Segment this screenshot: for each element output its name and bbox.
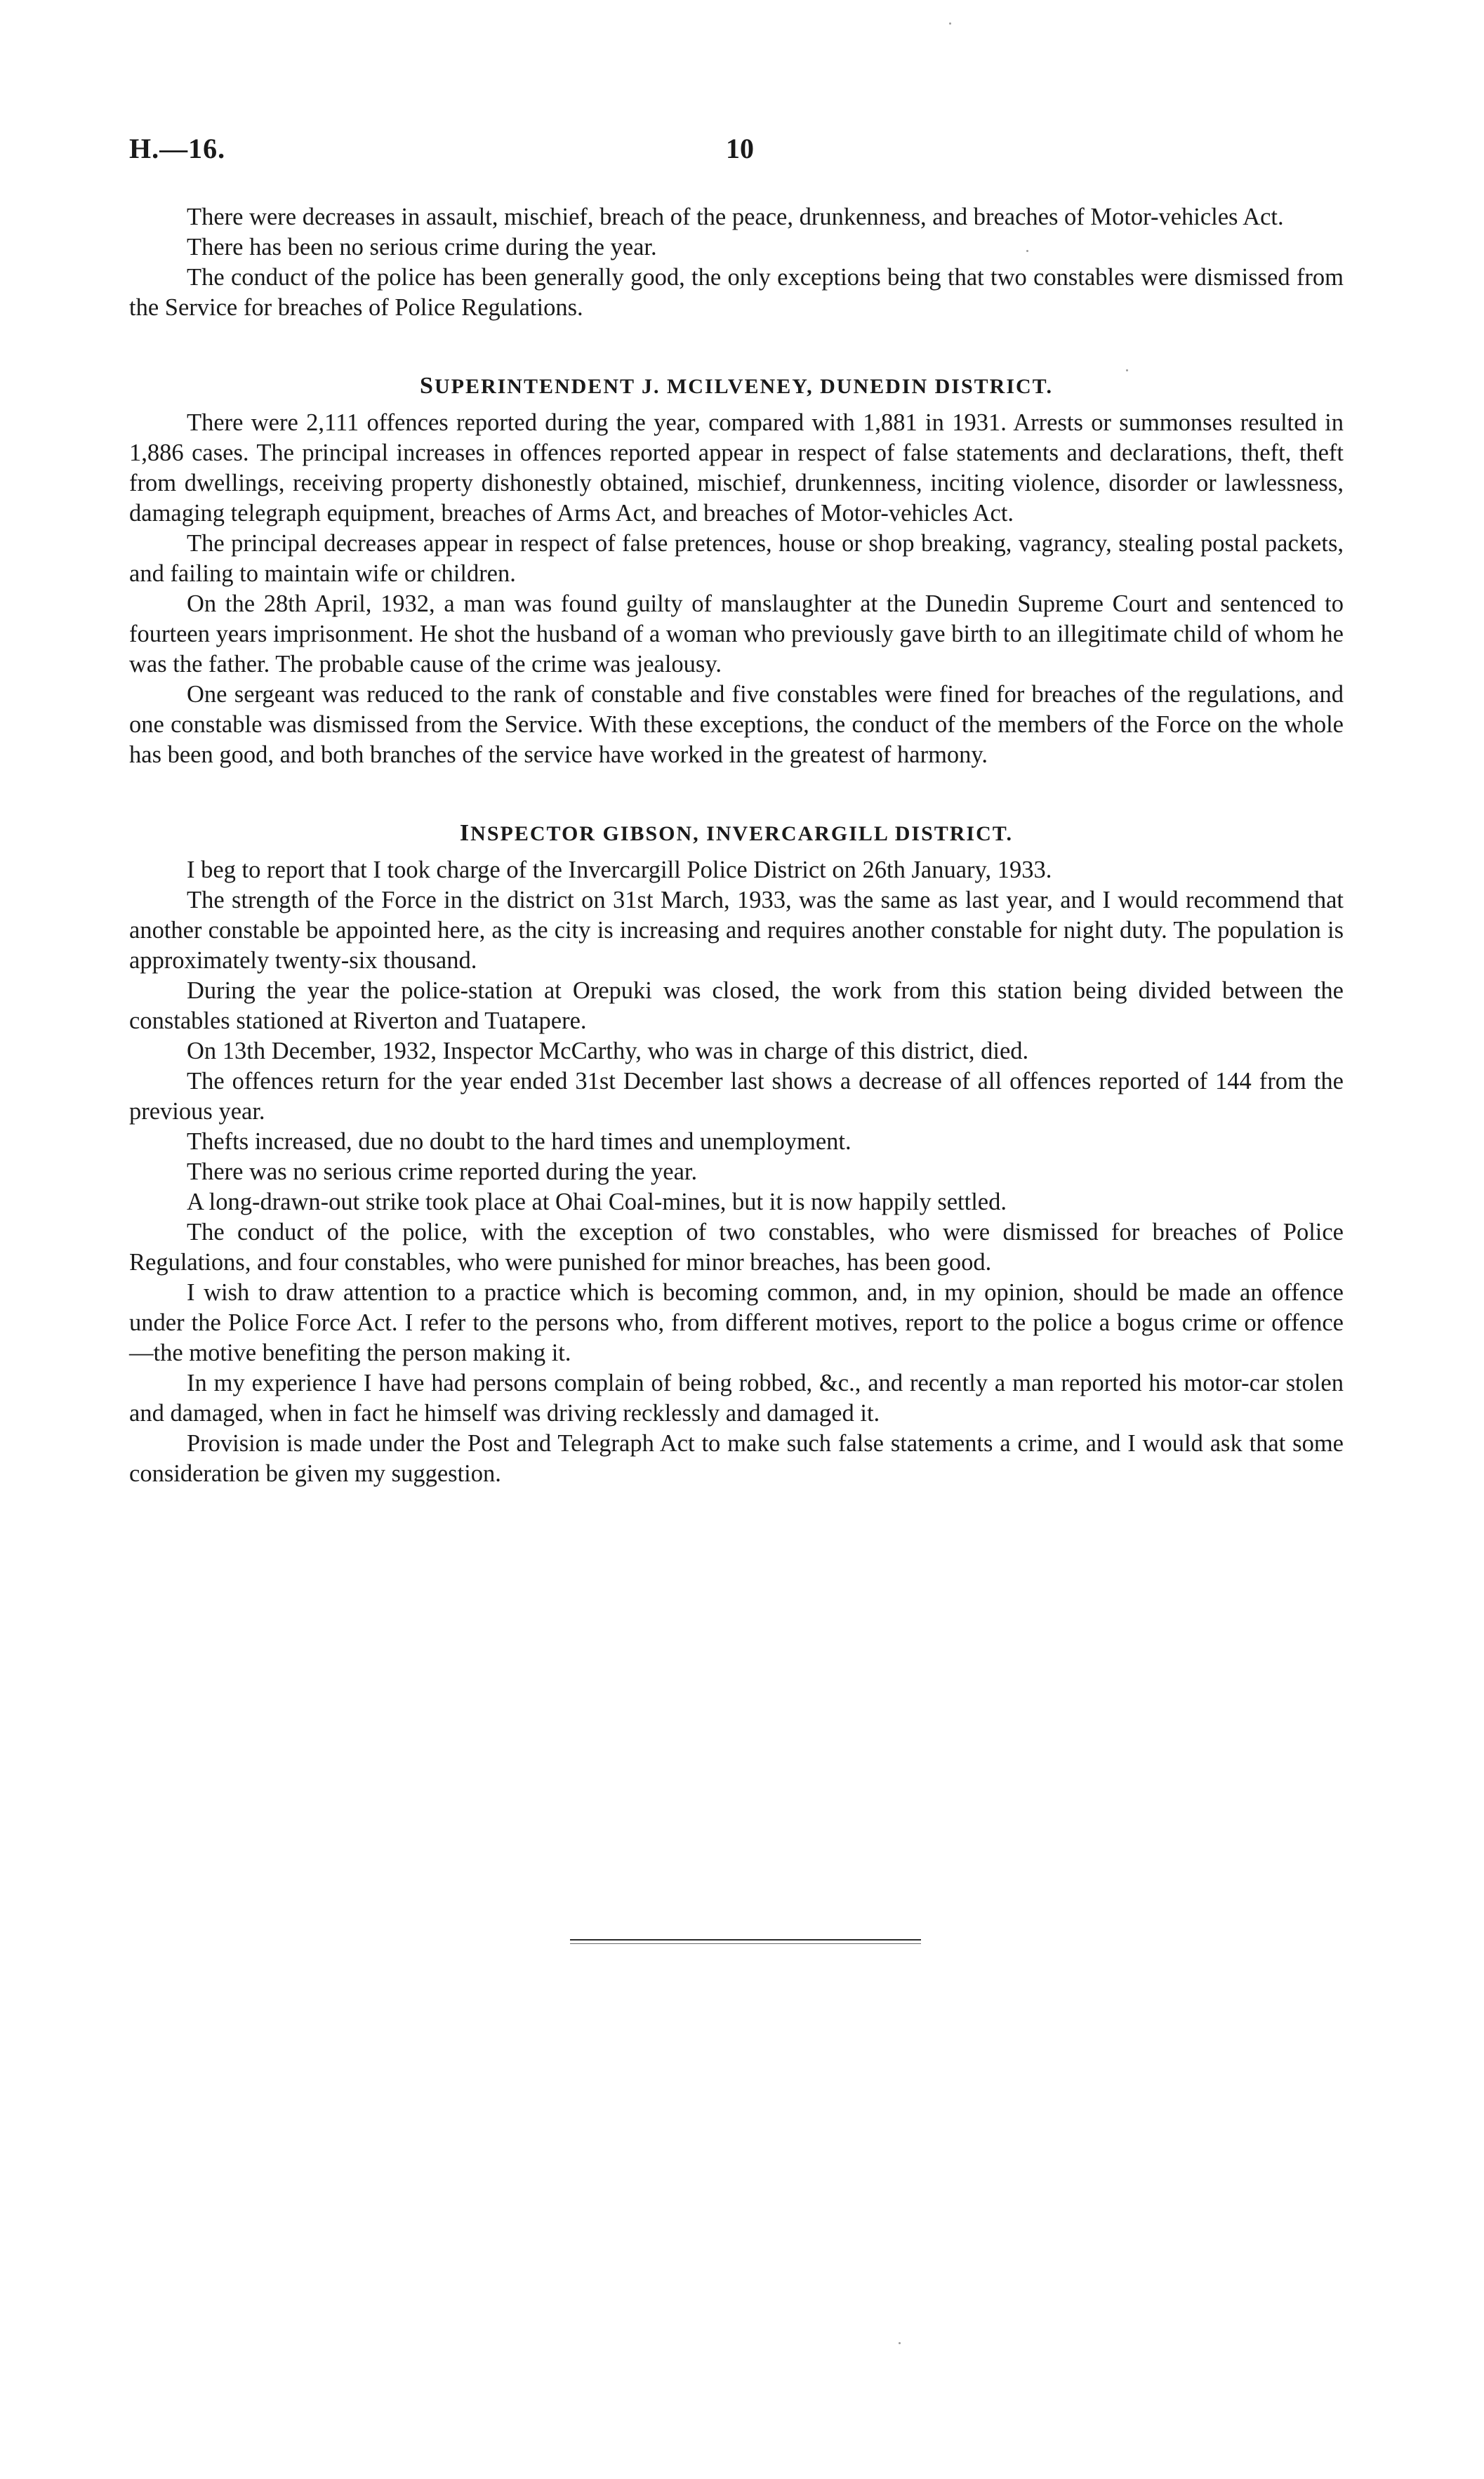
paragraph: There has been no serious crime during the year.: [187, 234, 657, 260]
paragraph: On 13th December, 1932, Inspector McCarthy, who was in charge of this district, died.: [187, 1038, 1029, 1064]
print-speck: [899, 2342, 901, 2344]
section-heading: SUPERINTENDENT J. MCILVENEY, DUNEDIN DISTRICT.: [420, 373, 1053, 399]
paragraph: One sergeant was reduced to the rank of constable and five constables were fined for breaches of the regulations, and one constable was dismissed from the Service. With these exceptions, the conduct of the members of the Force on the whole has been good, and both branches of the service have worked in the greatest of harmony.: [129, 681, 1344, 768]
section-heading: INSPECTOR GIBSON, INVERCARGILL DISTRICT.: [459, 820, 1014, 846]
paragraph: The offences return for the year ended 31st December last shows a decrease of all offences reported of 144 from the previous year.: [129, 1068, 1344, 1125]
intro-section: [129, 202, 1344, 323]
paragraph: There was no serious crime reported during the year.: [187, 1158, 698, 1185]
paragraph: The strength of the Force in the district on 31st March, 1933, was the same as last year, and I would recommend that another constable be appointed here, as the city is increasing and requires another constable for night duty. The population is approximately twenty-six thousand.: [129, 887, 1344, 974]
paragraph: I beg to report that I took charge of the Invercargill Police District on 26th January, 1933.: [187, 857, 1052, 883]
paragraph: Thefts increased, due no doubt to the hard times and unemployment.: [187, 1128, 852, 1155]
paragraph: During the year the police-station at Orepuki was closed, the work from this station being divided between the constables stationed at Riverton and Tuatapere.: [129, 977, 1344, 1034]
page-number: 10: [726, 133, 754, 164]
page-body: [129, 202, 1344, 1489]
page-header: [129, 132, 1358, 174]
paragraph: The principal decreases appear in respect of false pretences, house or shop breaking, vagrancy, stealing postal packets, and failing to maintain wife or children.: [129, 530, 1344, 587]
print-speck: [949, 22, 951, 25]
paragraph: The conduct of the police has been generally good, the only exceptions being that two constables were dismissed from the Service for breaches of Police Regulations.: [129, 264, 1344, 321]
paragraph: In my experience I have had persons complain of being robbed, &c., and recently a man reported his motor-car stolen and damaged, when in fact he himself was driving recklessly and damaged it.: [129, 1370, 1344, 1427]
print-speck: [1026, 250, 1028, 252]
paragraph: A long-drawn-out strike took place at Ohai Coal-mines, but it is now happily settled.: [187, 1189, 1007, 1215]
paragraph: There were decreases in assault, mischief, breach of the peace, drunkenness, and breaches of Motor-vehicles Act.: [187, 204, 1284, 230]
paragraph: On the 28th April, 1932, a man was found guilty of manslaughter at the Dunedin Supreme Court and sentenced to fourteen years imprisonment. He shot the husband of a woman who previously gave birth to an illegitimate child of whom he was the father. The probable cause of the crime was jealousy.: [129, 590, 1344, 677]
end-rule: [570, 1939, 921, 1941]
paragraph: There were 2,111 offences reported during the year, compared with 1,881 in 1931. Arrests or summonses resulted in 1,886 cases. The principal increases in offences reported appear in respect of false statements and declarations, theft, theft from dwellings, receiving property dishonestly obtained, mischief, drunkenness, inciting violence, disorder or lawlessness, damaging telegraph equipment, breaches of Arms Act, and breaches of Motor-vehicles Act.: [129, 409, 1344, 527]
invercargill-section: [129, 819, 1344, 1489]
paragraph: The conduct of the police, with the exception of two constables, who were dismissed for breaches of Police Regulations, and four constables, who were punished for minor breaches, has been good.: [129, 1219, 1344, 1276]
paragraph: I wish to draw attention to a practice which is becoming common, and, in my opinion, should be made an offence under the Police Force Act. I refer to the persons who, from different motives, report to the police a bogus crime or offence—the motive benefiting the person making it.: [129, 1279, 1344, 1366]
dunedin-section: [129, 372, 1344, 770]
print-speck: [1126, 369, 1128, 371]
document-code: H.—16.: [129, 133, 226, 164]
paragraph: Provision is made under the Post and Telegraph Act to make such false statements a crime, and I would ask that some consideration be given my suggestion.: [129, 1430, 1344, 1487]
